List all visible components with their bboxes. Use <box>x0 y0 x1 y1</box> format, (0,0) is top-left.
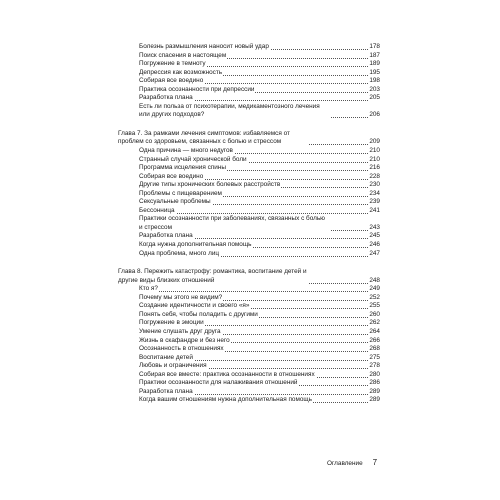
toc-entry[interactable] <box>139 294 380 303</box>
toc-entry[interactable] <box>139 232 380 241</box>
toc-entry-title: Собирая все воедино <box>139 172 204 180</box>
chapter-page: 209 <box>369 138 380 146</box>
toc-entry-title: Другие типы хронических болевых расстройств <box>139 181 281 189</box>
toc-entry-title: Сексуальные проблемы <box>139 198 211 206</box>
toc-entry[interactable] <box>139 396 380 405</box>
toc-entry-page: 243 <box>369 223 380 231</box>
toc-entry-title: Разработка плана <box>139 94 193 102</box>
toc-entry-page: 203 <box>369 85 380 93</box>
toc-entry-title: Воспитание детей <box>139 353 193 361</box>
toc-entry-page: 216 <box>369 164 380 172</box>
toc-entry-page: 230 <box>369 181 380 189</box>
toc-entry-page: 255 <box>369 302 380 310</box>
toc-entry[interactable] <box>139 319 380 328</box>
toc-entry-page: 205 <box>369 94 380 102</box>
toc-entry-page: 280 <box>369 370 380 378</box>
toc-entry-page: 241 <box>369 206 380 214</box>
toc-entry-title: Практики осознанности для налаживания отношений <box>139 379 298 387</box>
toc-entry[interactable] <box>139 371 380 380</box>
toc-entry-title: Собирая все воедино <box>139 77 204 85</box>
toc-entry-title: Проблемы с пищеварением <box>139 189 222 197</box>
toc-entry-title: Депрессия как возможность <box>139 68 223 76</box>
toc-entry-title: Разработка плана <box>139 387 193 395</box>
toc-entry-title: Одна причина — много недугов <box>139 147 233 155</box>
toc-entry[interactable] <box>139 215 380 232</box>
toc-entry-page: 198 <box>369 77 380 85</box>
toc-entry-title: Погружение в темноту <box>139 60 206 68</box>
toc-entry[interactable] <box>139 60 380 69</box>
toc-entry-page: 252 <box>369 293 380 301</box>
toc-entry-title: Умение слушать друг друга <box>139 327 221 335</box>
toc-entry-title: Осознанность в отношениях <box>139 345 224 353</box>
toc-entry-page: 206 <box>369 111 380 119</box>
toc-entry-title: Собирая все вместе: практика осознанности в отношениях <box>139 370 315 378</box>
toc-entry[interactable] <box>139 285 380 294</box>
toc-entry[interactable] <box>139 86 380 95</box>
toc-entry[interactable] <box>139 302 380 311</box>
toc-entry[interactable] <box>139 190 380 199</box>
toc-entry-page: 239 <box>369 198 380 206</box>
page-number: 7 <box>372 458 378 467</box>
toc-entry[interactable] <box>139 198 380 207</box>
toc-entry[interactable] <box>139 362 380 371</box>
toc-entry-page: 178 <box>369 43 380 50</box>
toc-entry[interactable] <box>139 156 380 165</box>
toc-entry-page: 245 <box>369 232 380 240</box>
toc-entry-page: 187 <box>369 51 380 59</box>
toc-entry-page: 210 <box>369 155 380 163</box>
toc-entry-title: Поиск спасения в настоящем <box>139 51 227 59</box>
toc-entry-page: 234 <box>369 189 380 197</box>
toc-entry-page: 246 <box>369 241 380 249</box>
toc-entry-page: 249 <box>369 285 380 293</box>
chapter-page: 248 <box>369 276 380 284</box>
toc-entry-title: Жизнь в скафандре и без него <box>139 336 230 344</box>
toc-entry[interactable] <box>139 241 380 250</box>
toc-entry[interactable] <box>139 77 380 86</box>
toc-entry[interactable] <box>139 388 380 397</box>
toc-entry[interactable] <box>139 173 380 182</box>
page-footer <box>327 458 377 467</box>
toc-chapter-8[interactable] <box>118 268 380 285</box>
toc-entry-page: 275 <box>369 353 380 361</box>
toc-entry-title: Когда нужна дополнительная помощь <box>139 241 252 249</box>
toc-entry[interactable] <box>139 147 380 156</box>
toc-entry[interactable] <box>139 43 380 52</box>
toc-entry-title: Одна проблема, много лиц <box>139 249 220 257</box>
toc-entry-page: 228 <box>369 172 380 180</box>
toc-entry[interactable] <box>139 69 380 78</box>
toc-entry-title: Погружение в эмоции <box>139 319 204 327</box>
toc-entry[interactable] <box>139 354 380 363</box>
toc-entry-title: Когда вашим отношениям нужна дополнительная помощь <box>139 396 312 404</box>
toc-entry-page: 262 <box>369 319 380 327</box>
toc-entry-title: Практики осознанности при заболеваниях, связанных с болью и стрессом <box>139 215 330 232</box>
toc-entry-title: Программа исцеления спины <box>139 164 226 172</box>
toc-entry-page: 260 <box>369 310 380 318</box>
toc-entry-page: 247 <box>369 249 380 257</box>
toc-entry-page: 210 <box>369 147 380 155</box>
toc-entry-title: Почему мы этого не видим? <box>139 293 223 301</box>
toc-entry-page: 266 <box>369 336 380 344</box>
toc-entry-title: Практика осознанности при депрессии <box>139 85 255 93</box>
toc-entry[interactable] <box>139 379 380 388</box>
toc-entry-page: 195 <box>369 68 380 76</box>
table-of-contents <box>118 43 380 405</box>
toc-entry[interactable] <box>139 311 380 320</box>
toc-entry[interactable] <box>139 164 380 173</box>
toc-entry[interactable] <box>139 94 380 103</box>
toc-entry-title: Есть ли польза от психотерапии, медикаментозного лечения или других подходов? <box>139 103 330 120</box>
toc-entry[interactable] <box>139 345 380 354</box>
toc-entry-page: 268 <box>369 345 380 353</box>
toc-entry-page: 289 <box>369 387 380 395</box>
toc-entry-title: Бессонница <box>139 206 175 214</box>
toc-entry-page: 264 <box>369 327 380 335</box>
chapter-title: Глава 8. Пережить катастрофу: романтика, воспитание детей и другие виды близких отношений <box>118 268 309 285</box>
footer-section-title: Оглавление <box>327 460 363 467</box>
chapter-title: Глава 7. За рамками лечения симптомов: избавляемся от проблем со здоровьем, связанных с болью и стрессом <box>118 130 309 147</box>
toc-entry[interactable] <box>139 328 380 337</box>
toc-entry-title: Любовь и ограничения <box>139 362 207 370</box>
toc-entry[interactable] <box>139 52 380 61</box>
toc-entry[interactable] <box>139 337 380 346</box>
toc-entry-page: 286 <box>369 379 380 387</box>
toc-entry-page: 189 <box>369 60 380 68</box>
toc-entry-title: Разработка плана <box>139 232 193 240</box>
toc-entry[interactable] <box>139 103 380 120</box>
toc-entry-page: 278 <box>369 362 380 370</box>
toc-entry-title: Болезнь размышления наносит новый удар <box>139 43 269 50</box>
toc-entry-title: Кто я? <box>139 285 158 293</box>
toc-entry[interactable] <box>139 181 380 190</box>
toc-chapter-7[interactable] <box>118 130 380 147</box>
toc-entry-title: Понять себя, чтобы поладить с другими <box>139 310 258 318</box>
toc-entry-page: 289 <box>369 396 380 404</box>
toc-entry-title: Создание идентичности и своего «я» <box>139 302 250 310</box>
toc-entry[interactable] <box>139 250 380 259</box>
toc-entry-title: Странный случай хронической боли <box>139 155 247 163</box>
